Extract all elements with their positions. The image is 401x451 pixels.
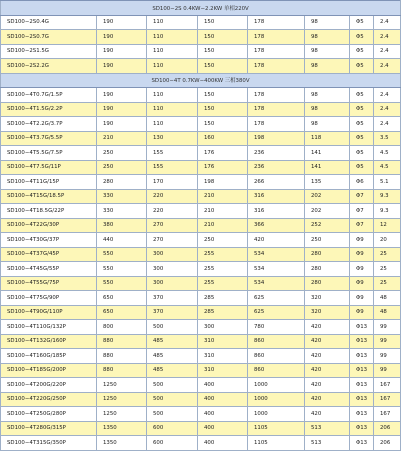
dim-h-cell: 178 [248,59,305,74]
dim-d-cell: 160 [198,131,248,146]
table-row [1,291,401,306]
weight-cell: 2.4 [374,59,401,74]
dim-h-cell: 236 [248,146,305,161]
dim-w-cell: 800 [97,320,147,335]
hole-cell: Φ13 [350,320,374,335]
dim-w1-cell: 110 [147,102,198,117]
dim-h1-cell: 420 [305,407,350,422]
dim-h-cell: 178 [248,44,305,59]
dim-d-cell: 176 [198,160,248,175]
dim-w-cell: 1250 [97,407,147,422]
dim-d-cell: 210 [198,204,248,219]
weight-cell: 25 [374,276,401,291]
model-cell: SD100−2S0.4G [1,15,97,30]
dim-d-cell: 310 [198,334,248,349]
weight-cell: 9.3 [374,189,401,204]
dim-w-cell: 330 [97,189,147,204]
table-row [1,392,401,407]
weight-cell: 25 [374,247,401,262]
dim-d-cell: 310 [198,363,248,378]
dim-w1-cell: 500 [147,320,198,335]
dim-d-cell: 400 [198,436,248,451]
dim-w-cell: 1250 [97,392,147,407]
dim-h-cell: 178 [248,117,305,132]
dim-w1-cell: 110 [147,15,198,30]
weight-cell: 167 [374,378,401,393]
dim-w1-cell: 485 [147,349,198,364]
dim-d-cell: 255 [198,276,248,291]
table-row [1,320,401,335]
dim-w1-cell: 485 [147,334,198,349]
hole-cell: Φ13 [350,378,374,393]
table-row [1,59,401,74]
model-cell: SD100−4T185G/200P [1,363,97,378]
hole-cell: Φ9 [350,291,374,306]
dim-h-cell: 316 [248,189,305,204]
table-row [1,276,401,291]
section-header-4t: SD100−4T 0.7KW−400KW 三相380V [1,73,401,88]
dim-h1-cell: 202 [305,189,350,204]
dim-w1-cell: 110 [147,88,198,103]
dim-d-cell: 400 [198,421,248,436]
weight-cell: 2.4 [374,88,401,103]
model-cell: SD100−4T220G/250P [1,392,97,407]
dim-w1-cell: 370 [147,305,198,320]
dim-h-cell: 780 [248,320,305,335]
model-cell: SD100−4T37G/45P [1,247,97,262]
dim-w-cell: 190 [97,59,147,74]
hole-cell: Φ13 [350,334,374,349]
dim-w1-cell: 300 [147,262,198,277]
table-row [1,407,401,422]
dim-h1-cell: 98 [305,102,350,117]
dim-h-cell: 625 [248,291,305,306]
dim-w-cell: 880 [97,349,147,364]
weight-cell: 99 [374,334,401,349]
dim-d-cell: 150 [198,117,248,132]
dim-w1-cell: 500 [147,378,198,393]
table-row [1,334,401,349]
dim-h1-cell: 98 [305,44,350,59]
dim-w-cell: 1250 [97,378,147,393]
dim-d-cell: 176 [198,146,248,161]
hole-cell: Φ13 [350,436,374,451]
hole-cell: Φ5 [350,30,374,45]
table-row [1,131,401,146]
table-row [1,160,401,175]
dim-w1-cell: 220 [147,189,198,204]
dim-d-cell: 300 [198,320,248,335]
dim-w1-cell: 600 [147,421,198,436]
weight-cell: 206 [374,436,401,451]
dim-h-cell: 178 [248,15,305,30]
dim-h1-cell: 320 [305,305,350,320]
dim-w-cell: 190 [97,44,147,59]
dim-w-cell: 650 [97,305,147,320]
dim-h1-cell: 98 [305,30,350,45]
dim-h1-cell: 98 [305,59,350,74]
dim-h-cell: 860 [248,363,305,378]
weight-cell: 206 [374,421,401,436]
dim-w-cell: 650 [97,291,147,306]
dim-h1-cell: 320 [305,291,350,306]
dim-d-cell: 400 [198,407,248,422]
dim-h-cell: 860 [248,334,305,349]
model-cell: SD100−4T315G/350P [1,436,97,451]
dim-w-cell: 880 [97,334,147,349]
table-row [1,30,401,45]
dim-h-cell: 625 [248,305,305,320]
model-cell: SD100−4T55G/75P [1,276,97,291]
dim-d-cell: 150 [198,15,248,30]
dim-w1-cell: 130 [147,131,198,146]
hole-cell: Φ5 [350,15,374,30]
dim-w-cell: 190 [97,88,147,103]
model-cell: SD100−2S1.5G [1,44,97,59]
dim-h-cell: 534 [248,262,305,277]
dim-h1-cell: 98 [305,117,350,132]
dim-h-cell: 236 [248,160,305,175]
weight-cell: 9.3 [374,204,401,219]
dim-h1-cell: 98 [305,88,350,103]
dim-d-cell: 150 [198,30,248,45]
hole-cell: Φ13 [350,421,374,436]
hole-cell: Φ5 [350,44,374,59]
hole-cell: Φ5 [350,117,374,132]
dim-h-cell: 534 [248,276,305,291]
dim-d-cell: 150 [198,102,248,117]
table-row [1,262,401,277]
dim-h1-cell: 420 [305,334,350,349]
section-header-2s: SD100−2S 0.4KW−2.2KW 单相220V [1,1,401,16]
dim-w-cell: 550 [97,247,147,262]
dim-h1-cell: 252 [305,218,350,233]
hole-cell: Φ9 [350,233,374,248]
weight-cell: 2.4 [374,102,401,117]
dim-h-cell: 178 [248,88,305,103]
dim-w-cell: 210 [97,131,147,146]
dim-h1-cell: 118 [305,131,350,146]
dim-h-cell: 1000 [248,378,305,393]
table-row [1,88,401,103]
dim-w1-cell: 155 [147,146,198,161]
dim-w1-cell: 485 [147,363,198,378]
dim-w-cell: 250 [97,146,147,161]
table-row [1,146,401,161]
dim-h1-cell: 135 [305,175,350,190]
dim-d-cell: 150 [198,44,248,59]
hole-cell: Φ6 [350,175,374,190]
hole-cell: Φ13 [350,407,374,422]
table-row [1,175,401,190]
model-cell: SD100−4T11G/15P [1,175,97,190]
hole-cell: Φ7 [350,218,374,233]
dim-w1-cell: 500 [147,407,198,422]
hole-cell: Φ9 [350,247,374,262]
dim-d-cell: 285 [198,305,248,320]
dim-h-cell: 1000 [248,392,305,407]
hole-cell: Φ13 [350,349,374,364]
model-cell: SD100−4T160G/185P [1,349,97,364]
dim-w1-cell: 170 [147,175,198,190]
dim-d-cell: 150 [198,88,248,103]
table-row [1,363,401,378]
dim-d-cell: 400 [198,378,248,393]
dim-d-cell: 400 [198,392,248,407]
hole-cell: Φ13 [350,392,374,407]
dim-w-cell: 380 [97,218,147,233]
section-header-row [1,73,401,88]
hole-cell: Φ7 [350,189,374,204]
dim-h1-cell: 202 [305,204,350,219]
dim-h1-cell: 420 [305,320,350,335]
model-cell: SD100−4T75G/90P [1,291,97,306]
dim-w-cell: 1350 [97,421,147,436]
dim-h1-cell: 280 [305,262,350,277]
dim-d-cell: 255 [198,262,248,277]
dim-d-cell: 198 [198,175,248,190]
weight-cell: 3.5 [374,131,401,146]
hole-cell: Φ5 [350,59,374,74]
dim-h-cell: 316 [248,204,305,219]
weight-cell: 4.5 [374,160,401,175]
dim-d-cell: 255 [198,247,248,262]
dim-h-cell: 534 [248,247,305,262]
weight-cell: 2.4 [374,117,401,132]
dim-w-cell: 190 [97,30,147,45]
dim-h1-cell: 513 [305,436,350,451]
table-row [1,247,401,262]
weight-cell: 5.1 [374,175,401,190]
weight-cell: 99 [374,349,401,364]
dim-h1-cell: 420 [305,349,350,364]
dim-w1-cell: 500 [147,392,198,407]
dim-w-cell: 440 [97,233,147,248]
dim-w-cell: 880 [97,363,147,378]
dim-w-cell: 1350 [97,436,147,451]
model-cell: SD100−4T1.5G/2.2P [1,102,97,117]
dim-h-cell: 178 [248,102,305,117]
hole-cell: Φ9 [350,305,374,320]
dim-d-cell: 210 [198,218,248,233]
dim-w1-cell: 155 [147,160,198,175]
dim-h1-cell: 280 [305,276,350,291]
dim-w1-cell: 270 [147,233,198,248]
table-row [1,102,401,117]
hole-cell: Φ5 [350,160,374,175]
table-row [1,117,401,132]
section-header-row [1,1,401,16]
model-cell: SD100−4T0.7G/1.5P [1,88,97,103]
dim-h1-cell: 280 [305,247,350,262]
table-row [1,15,401,30]
dim-d-cell: 250 [198,233,248,248]
table-row [1,233,401,248]
model-cell: SD100−4T45G/55P [1,262,97,277]
dim-h1-cell: 141 [305,160,350,175]
dim-h-cell: 1000 [248,407,305,422]
dim-d-cell: 285 [198,291,248,306]
model-cell: SD100−2S2.2G [1,59,97,74]
weight-cell: 48 [374,291,401,306]
dim-w-cell: 330 [97,204,147,219]
model-cell: SD100−4T2.2G/3.7P [1,117,97,132]
model-cell: SD100−4T5.5G/7.5P [1,146,97,161]
dim-h-cell: 1105 [248,421,305,436]
table-row [1,421,401,436]
model-cell: SD100−4T30G/37P [1,233,97,248]
model-cell: SD100−2S0.7G [1,30,97,45]
dim-w-cell: 550 [97,276,147,291]
weight-cell: 2.4 [374,44,401,59]
weight-cell: 2.4 [374,15,401,30]
dim-d-cell: 150 [198,59,248,74]
dim-w1-cell: 110 [147,59,198,74]
dim-w-cell: 190 [97,102,147,117]
dim-d-cell: 310 [198,349,248,364]
dim-w1-cell: 220 [147,204,198,219]
hole-cell: Φ5 [350,102,374,117]
table-row [1,349,401,364]
dim-w-cell: 280 [97,175,147,190]
dim-h-cell: 198 [248,131,305,146]
table-row [1,436,401,451]
hole-cell: Φ9 [350,276,374,291]
weight-cell: 48 [374,305,401,320]
model-cell: SD100−4T250G/280P [1,407,97,422]
weight-cell: 167 [374,392,401,407]
dim-h-cell: 1105 [248,436,305,451]
dim-w-cell: 550 [97,262,147,277]
model-cell: SD100−4T3.7G/5.5P [1,131,97,146]
weight-cell: 20 [374,233,401,248]
dim-w-cell: 190 [97,15,147,30]
model-cell: SD100−4T90G/110P [1,305,97,320]
weight-cell: 167 [374,407,401,422]
dim-h1-cell: 513 [305,421,350,436]
table-row [1,189,401,204]
dim-d-cell: 210 [198,189,248,204]
weight-cell: 12 [374,218,401,233]
dim-w1-cell: 370 [147,291,198,306]
model-cell: SD100−4T110G/132P [1,320,97,335]
model-cell: SD100−4T7.5G/11P [1,160,97,175]
hole-cell: Φ5 [350,88,374,103]
dim-w1-cell: 600 [147,436,198,451]
weight-cell: 2.4 [374,30,401,45]
hole-cell: Φ5 [350,146,374,161]
dim-h1-cell: 141 [305,146,350,161]
model-cell: SD100−4T280G/315P [1,421,97,436]
hole-cell: Φ13 [350,363,374,378]
hole-cell: Φ9 [350,262,374,277]
hole-cell: Φ7 [350,204,374,219]
dim-w1-cell: 110 [147,117,198,132]
dim-w-cell: 250 [97,160,147,175]
model-cell: SD100−4T132G/160P [1,334,97,349]
table-row [1,204,401,219]
dim-h1-cell: 420 [305,378,350,393]
model-cell: SD100−4T200G/220P [1,378,97,393]
weight-cell: 99 [374,363,401,378]
dim-w1-cell: 270 [147,218,198,233]
weight-cell: 99 [374,320,401,335]
dim-h1-cell: 250 [305,233,350,248]
table-body [1,1,401,451]
dim-h-cell: 860 [248,349,305,364]
model-cell: SD100−4T18.5G/22P [1,204,97,219]
table-row [1,44,401,59]
dim-w1-cell: 300 [147,247,198,262]
table-row [1,378,401,393]
dim-h-cell: 266 [248,175,305,190]
table-row [1,305,401,320]
model-cell: SD100−4T15G/18.5P [1,189,97,204]
dim-w1-cell: 300 [147,276,198,291]
dim-h1-cell: 98 [305,15,350,30]
dim-w-cell: 190 [97,117,147,132]
model-cell: SD100−4T22G/30P [1,218,97,233]
dim-h1-cell: 420 [305,392,350,407]
dim-w1-cell: 110 [147,44,198,59]
dim-w1-cell: 110 [147,30,198,45]
weight-cell: 4.5 [374,146,401,161]
table-row [1,218,401,233]
dim-h-cell: 420 [248,233,305,248]
dim-h-cell: 366 [248,218,305,233]
dim-h1-cell: 420 [305,363,350,378]
hole-cell: Φ5 [350,131,374,146]
dim-h-cell: 178 [248,30,305,45]
weight-cell: 25 [374,262,401,277]
